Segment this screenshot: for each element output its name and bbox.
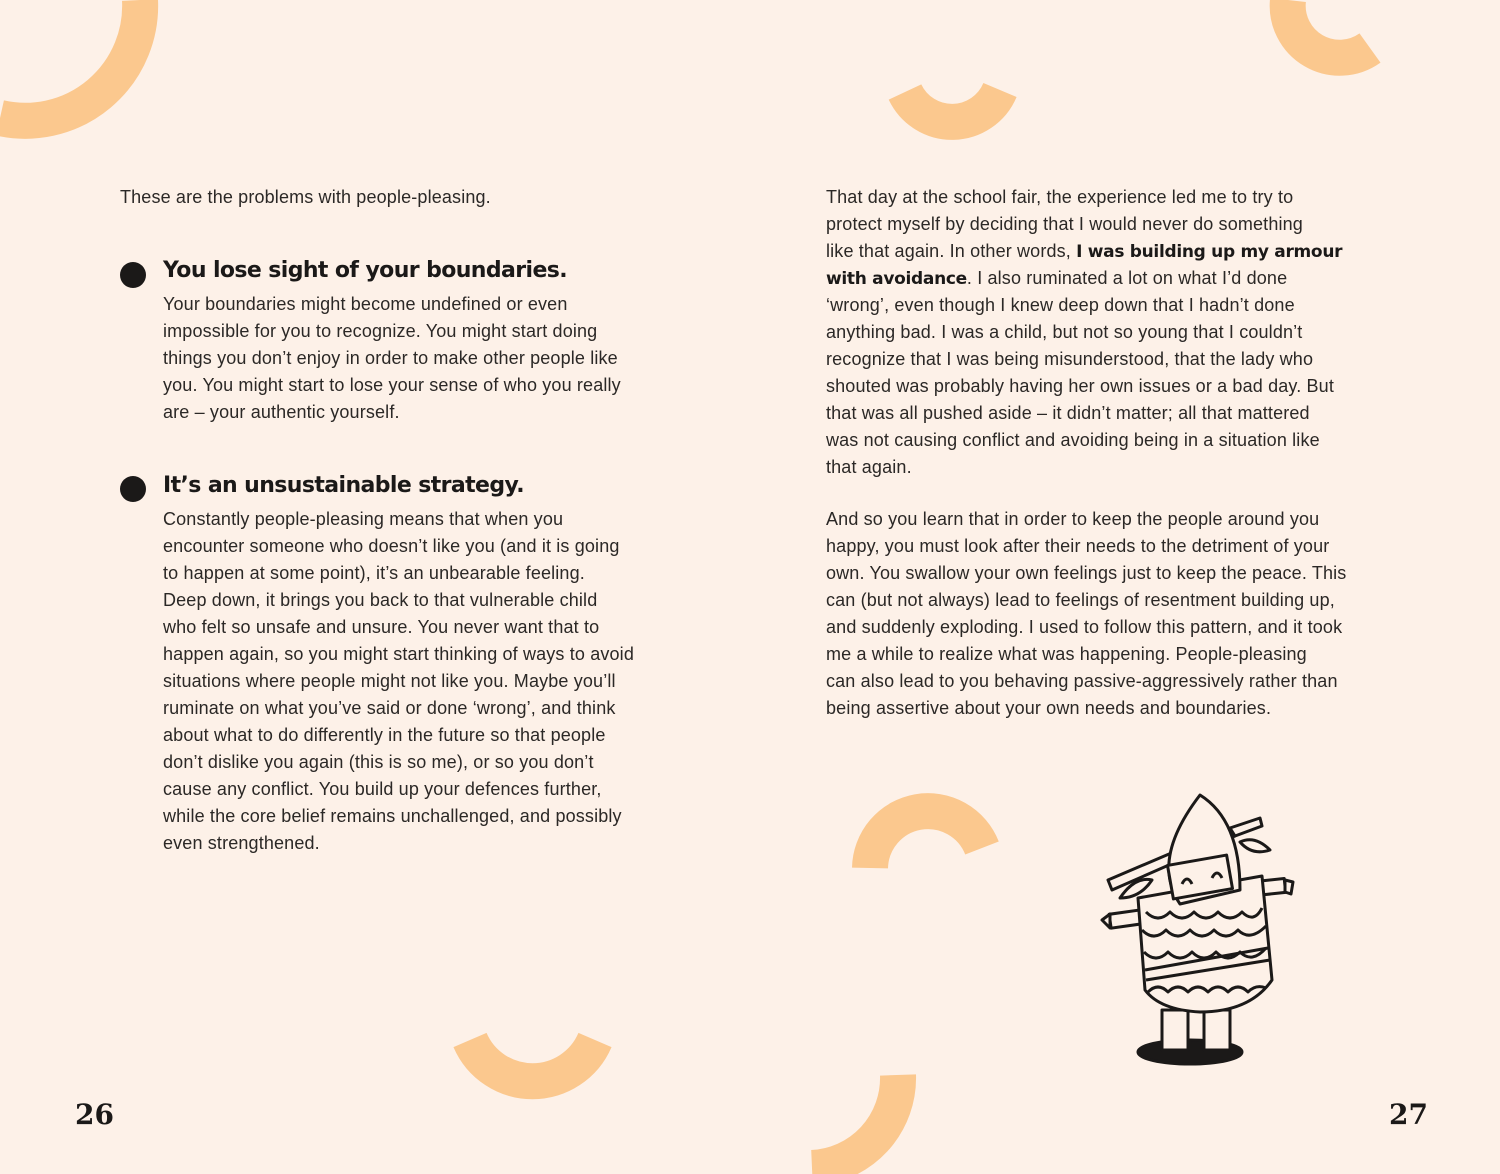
text-line: and suddenly exploding. I used to follow this pattern, and it took: [826, 617, 1343, 637]
text-line: Deep down, it brings you back to that vulnerable child: [163, 590, 598, 610]
arc-bottom-left: [470, 1040, 595, 1081]
text-line: recognize that I was being misunderstood, that the lady who: [826, 349, 1314, 369]
text-line: [826, 265, 1342, 292]
bullet-icon: [120, 476, 146, 502]
paragraph-learn-to-please: [826, 506, 1346, 722]
text-line: ruminate on what you’ve said or done ‘wrong’, and think: [163, 698, 616, 718]
section-body-strategy: [163, 506, 634, 857]
intro-text: These are the problems with people-pleasing.: [120, 187, 491, 207]
text-line: that again.: [826, 457, 912, 477]
arc-top-left: [0, 0, 140, 121]
bold-emphasis: with avoidance: [826, 269, 967, 289]
text-line: shouted was probably having her own issues or a bad day. But: [826, 376, 1334, 396]
arc-bottom-right: [812, 1075, 898, 1168]
text-segment: like that again. In other words,: [826, 241, 1077, 261]
text-line: are – your authentic yourself.: [163, 402, 400, 422]
text-line: cause any conflict. You build up your defences further,: [163, 779, 602, 799]
text-line: protect myself by deciding that I would never do something: [826, 214, 1303, 234]
text-line: that was all pushed aside – it didn’t matter; all that mattered: [826, 403, 1310, 423]
arc-top-right: [1288, 0, 1370, 58]
text-line: ‘wrong’, even though I knew deep down that I hadn’t done: [826, 295, 1295, 315]
section-heading-boundaries: You lose sight of your boundaries.: [163, 258, 568, 283]
text-line: can (but not always) lead to feelings of resentment building up,: [826, 590, 1335, 610]
bold-emphasis: I was building up my armour: [1076, 242, 1343, 262]
bullet-icon: [120, 262, 146, 288]
text-line: That day at the school fair, the experience led me to try to: [826, 187, 1294, 207]
knight-illustration: [1090, 780, 1310, 1070]
text-line: happy, you must look after their needs to the detriment of your: [826, 536, 1330, 556]
text-segment: . I also ruminated a lot on what I’d done: [966, 268, 1288, 288]
arc-top-middle: [905, 90, 1000, 122]
text-line: And so you learn that in order to keep the people around you: [826, 509, 1320, 529]
text-line: about what to do differently in the future so that people: [163, 725, 606, 745]
text-line: things you don’t enjoy in order to make other people like: [163, 348, 618, 368]
text-line: while the core belief remains unchallenged, and possibly: [163, 806, 622, 826]
text-line: don’t dislike you again (this is so me), or so you don’t: [163, 752, 594, 772]
text-line: to happen at some point), it’s an unbearable feeling.: [163, 563, 585, 583]
section-body-boundaries: [163, 291, 621, 426]
arc-middle: [870, 811, 982, 868]
text-line: can also lead to you behaving passive-aggressively rather than: [826, 671, 1338, 691]
text-line: Constantly people-pleasing means that when you: [163, 509, 564, 529]
text-line: [826, 238, 1342, 265]
text-line: situations where people might not like you. Maybe you’ll: [163, 671, 616, 691]
text-line: me a while to realize what was happening. People-pleasing: [826, 644, 1307, 664]
text-line: who felt so unsafe and unsure. You never want that to: [163, 617, 600, 637]
paragraph-school-fair: [826, 184, 1342, 481]
section-heading-strategy: It’s an unsustainable strategy.: [163, 473, 525, 498]
text-line: encounter someone who doesn’t like you (and it is going: [163, 536, 620, 556]
text-line: even strengthened.: [163, 833, 320, 853]
text-line: own. You swallow your own feelings just to keep the peace. This: [826, 563, 1347, 583]
text-line: being assertive about your own needs and boundaries.: [826, 698, 1272, 718]
text-line: Your boundaries might become undefined or even: [163, 294, 568, 314]
page-number-left: 26: [75, 1098, 114, 1131]
text-line: you. You might start to lose your sense of who you really: [163, 375, 621, 395]
text-line: impossible for you to recognize. You might start doing: [163, 321, 598, 341]
text-line: happen again, so you might start thinking of ways to avoid: [163, 644, 634, 664]
text-line: was not causing conflict and avoiding being in a situation like: [826, 430, 1320, 450]
text-line: anything bad. I was a child, but not so young that I couldn’t: [826, 322, 1303, 342]
page-number-right: 27: [1389, 1098, 1428, 1131]
